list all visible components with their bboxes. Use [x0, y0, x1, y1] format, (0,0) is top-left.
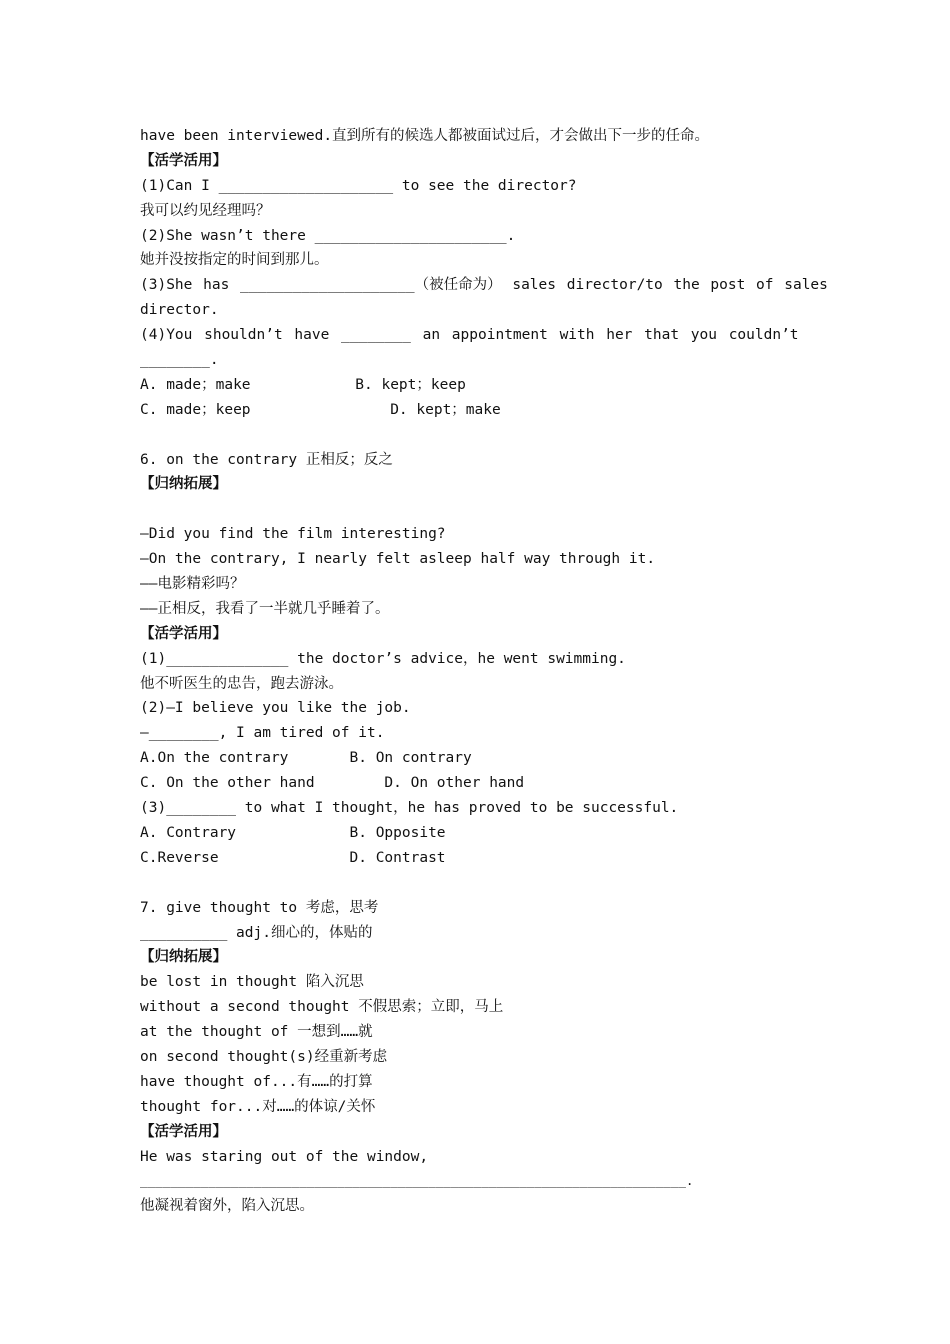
entry-heading: 7. give thought to 考虑，思考 — [140, 899, 379, 916]
phrase-line: be lost in thought 陷入沉思 — [140, 974, 364, 991]
answer-blank-line: ________________________________________________________________________. — [140, 1173, 694, 1189]
answer-options: A.On the contrary B. On contrary — [140, 750, 472, 767]
text-line: —________, I am tired of it. — [140, 725, 385, 742]
answer-options: C. made；keep D. kept；make — [140, 401, 501, 418]
section-heading: 【活学活用】 — [140, 625, 227, 642]
phrase-line: at the thought of 一想到……就 — [140, 1024, 373, 1041]
exercise-item: (3)She has ____________________（被任命为） sales director/to the post of sales — [140, 277, 828, 294]
answer-options: A. made；make B. kept；keep — [140, 376, 466, 393]
answer-options: C. On the other hand D. On other hand — [140, 775, 525, 792]
text-line: director. — [140, 302, 219, 319]
answer-options: A. Contrary B. Opposite — [140, 824, 446, 841]
phrase-line: without a second thought 不假思索；立即，马上 — [140, 999, 504, 1016]
answer-options: C.Reverse D. Contrast — [140, 849, 446, 866]
exercise-item: (2)She wasn’t there ______________________. — [140, 227, 516, 244]
phrase-line: have thought of...有……的打算 — [140, 1073, 373, 1090]
blank-line — [140, 497, 820, 522]
exercise-item: (4)You shouldn’t have ________ an appointment with her that you couldn’t — [140, 327, 799, 344]
text-line: __________ adj.细心的，体贴的 — [140, 924, 373, 941]
translation-line: 她并没按指定的时间到那儿。 — [140, 252, 329, 269]
text-line: have been interviewed.直到所有的候选人都被面试过后，才会做出下一步的任命。 — [140, 128, 710, 144]
translation-line: 他不听医生的忠告，跑去游泳。 — [140, 675, 343, 692]
translation-line: 他凝视着窗外，陷入沉思。 — [140, 1198, 314, 1215]
document-body — [140, 124, 828, 1219]
translation-line: 我可以约见经理吗？ — [140, 202, 271, 219]
exercise-item: (3)________ to what I thought，he has proved to be successful. — [140, 800, 679, 817]
exercise-item: (1)Can I ____________________ to see the director? — [140, 177, 577, 194]
example-line: —On the contrary, I nearly felt asleep half way through it. — [140, 551, 656, 568]
blank-line — [140, 871, 820, 896]
exercise-item: He was staring out of the window, — [140, 1148, 429, 1165]
section-heading: 【活学活用】 — [140, 1123, 227, 1140]
text-line: ________. — [140, 352, 219, 369]
exercise-item: (1)______________ the doctor’s advice，he went swimming. — [140, 650, 626, 667]
translation-line: ——正相反，我看了一半就几乎睡着了。 — [140, 600, 390, 617]
section-heading: 【归纳拓展】 — [140, 476, 227, 493]
section-heading: 【活学活用】 — [140, 152, 227, 169]
phrase-line: thought for...对……的体谅/关怀 — [140, 1098, 376, 1115]
blank-line — [140, 423, 820, 448]
translation-line: ——电影精彩吗？ — [140, 576, 245, 593]
section-heading: 【归纳拓展】 — [140, 949, 227, 966]
example-line: —Did you find the film interesting? — [140, 526, 446, 543]
exercise-item: (2)—I believe you like the job. — [140, 700, 411, 717]
phrase-line: on second thought(s)经重新考虑 — [140, 1048, 388, 1065]
entry-heading: 6. on the contrary 正相反；反之 — [140, 451, 393, 468]
